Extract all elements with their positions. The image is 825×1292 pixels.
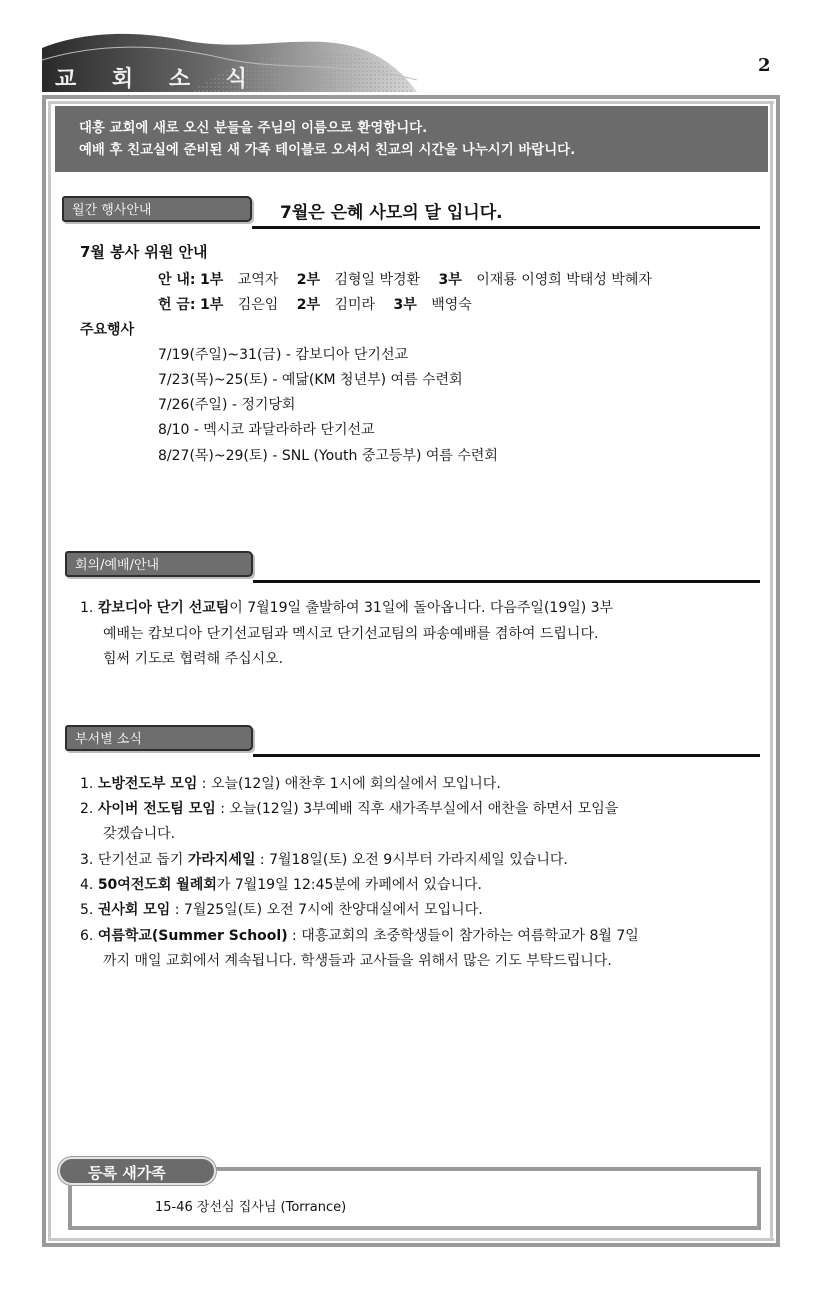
dept-item-bold: 여름학교(Summer School): [97, 928, 288, 944]
guide-p3: 3부: [438, 272, 462, 288]
dept-news-tab: 부서별 소식: [65, 725, 253, 751]
dept-item-prefix: 단기선교 돕기: [97, 852, 188, 868]
meeting-item-1-line-3: 힘써 기도로 협력해 주십시오.: [103, 651, 284, 667]
dept-item-text: : 7월18일(토) 오전 9시부터 가라지세일 있습니다.: [255, 852, 568, 868]
meeting-item-bold: 캄보디아 단기 선교팀: [97, 600, 230, 616]
meeting-item-1-line-2: 예배는 캄보디아 단기선교팀과 멕시코 단기선교팀의 파송예배를 겸하여 드립니다.: [103, 626, 599, 642]
dept-rule: [253, 754, 760, 757]
dept-item-bold: 노방전도부 모임: [97, 776, 198, 792]
dept-item-6-cont: 까지 매일 교회에서 계속됩니다. 학생들과 교사들을 위해서 많은 기도 부탁드립니다.: [103, 953, 612, 969]
offering-p1-names: 김은임: [237, 297, 279, 313]
frame-right-border: [776, 95, 780, 1247]
meeting-item-number: 1.: [80, 600, 94, 616]
guide-p2-names: 김형일 박경환: [334, 272, 421, 288]
dept-item-bold: 50여전도회 월례회: [97, 877, 217, 893]
meeting-tab: 회의/예배/안내: [65, 551, 253, 577]
frame-left-border: [42, 95, 46, 1247]
dept-item-1: [80, 773, 501, 793]
dept-item-5: [80, 899, 483, 919]
dept-item-6: [80, 925, 639, 945]
meeting-item-1: [80, 597, 613, 617]
event-item: 8/10 - 멕시코 과달라하라 단기선교: [158, 422, 375, 438]
offering-p2: 2부: [296, 297, 320, 313]
event-item: 8/27(목)~29(토) - SNL (Youth 중고등부) 여름 수련회: [158, 448, 498, 464]
dept-item-3: [80, 849, 568, 869]
welcome-line-1: 대흥 교회에 새로 오신 분들을 주님의 이름으로 환영합니다.: [79, 121, 428, 136]
service-heading: 7월 봉사 위원 안내: [80, 243, 208, 261]
meeting-item-text: 이 7월19일 출발하여 31일에 돌아옵니다. 다음주일(19일) 3부: [229, 600, 614, 616]
offering-label: 헌 금:: [158, 297, 196, 313]
welcome-banner: [55, 106, 768, 172]
guide-p1-names: 교역자: [237, 272, 279, 288]
page-number: 2: [758, 55, 771, 76]
guide-label: 안 내:: [158, 272, 196, 288]
monthly-events-tab: 월간 행사안내: [62, 196, 252, 222]
frame-top-border: [42, 95, 780, 99]
register-tab: 등록 새가족: [58, 1157, 216, 1185]
frame-right-inner-border: [770, 101, 773, 1241]
offering-p3-names: 백영숙: [431, 297, 472, 313]
dept-item-2-cont: 갖겠습니다.: [103, 826, 176, 842]
welcome-line-2: 예배 후 친교실에 준비된 새 가족 테이블로 오셔서 친교의 시간을 나누시기 바랍니다.: [79, 143, 576, 158]
register-entry: 15-46 장선심 집사님 (Torrance): [155, 1200, 347, 1215]
guide-row: [158, 269, 652, 289]
frame-left-inner-border: [48, 101, 51, 1241]
dept-item-2: [80, 798, 618, 818]
guide-p3-names: 이재룡 이영희 박태성 박혜자: [476, 272, 652, 288]
dept-item-number: 2.: [80, 801, 94, 817]
dept-item-4: [80, 874, 482, 894]
event-item: 7/19(주일)~31(금) - 캄보디아 단기선교: [158, 347, 408, 363]
event-item: 7/23(목)~25(토) - 예닮(KM 청년부) 여름 수련회: [158, 372, 463, 388]
event-item: 7/26(주일) - 정기당회: [158, 397, 296, 413]
dept-item-number: 1.: [80, 776, 94, 792]
guide-p1: 1부: [199, 272, 224, 288]
meeting-rule: [253, 580, 760, 583]
monthly-rule: [252, 226, 760, 229]
dept-item-number: 6.: [80, 928, 94, 944]
frame-top-inner-border: [48, 101, 774, 104]
section-title: 교 회 소 식: [55, 67, 261, 92]
monthly-theme: 7월은 은혜 사모의 달 입니다.: [280, 203, 503, 223]
dept-item-text: : 대흥교회의 초중학생들이 참가하는 여름학교가 8월 7일: [287, 928, 639, 944]
dept-item-text: 가 7월19일 12:45분에 카페에서 있습니다.: [216, 877, 482, 893]
offering-p3: 3부: [393, 297, 417, 313]
events-heading: 주요행사: [80, 322, 135, 338]
frame-bottom-border: [42, 1243, 780, 1247]
dept-item-bold: 가라지세일: [187, 852, 256, 868]
guide-p2: 2부: [296, 272, 320, 288]
dept-item-text: : 7월25일(토) 오전 7시에 찬양대실에서 모입니다.: [170, 902, 483, 918]
offering-row: [158, 294, 472, 314]
offering-p2-names: 김미라: [334, 297, 376, 313]
dept-item-bold: 사이버 전도팀 모임: [97, 801, 216, 817]
dept-item-number: 5.: [80, 902, 94, 918]
frame-bottom-inner-border: [48, 1238, 774, 1241]
dept-item-number: 4.: [80, 877, 94, 893]
dept-item-text: : 오늘(12일) 애찬후 1시에 회의실에서 모입니다.: [197, 776, 501, 792]
dept-item-text: : 오늘(12일) 3부예배 직후 새가족부실에서 애찬을 하면서 모임을: [215, 801, 619, 817]
dept-item-number: 3.: [80, 852, 94, 868]
offering-p1: 1부: [199, 297, 224, 313]
dept-item-bold: 권사회 모임: [97, 902, 171, 918]
